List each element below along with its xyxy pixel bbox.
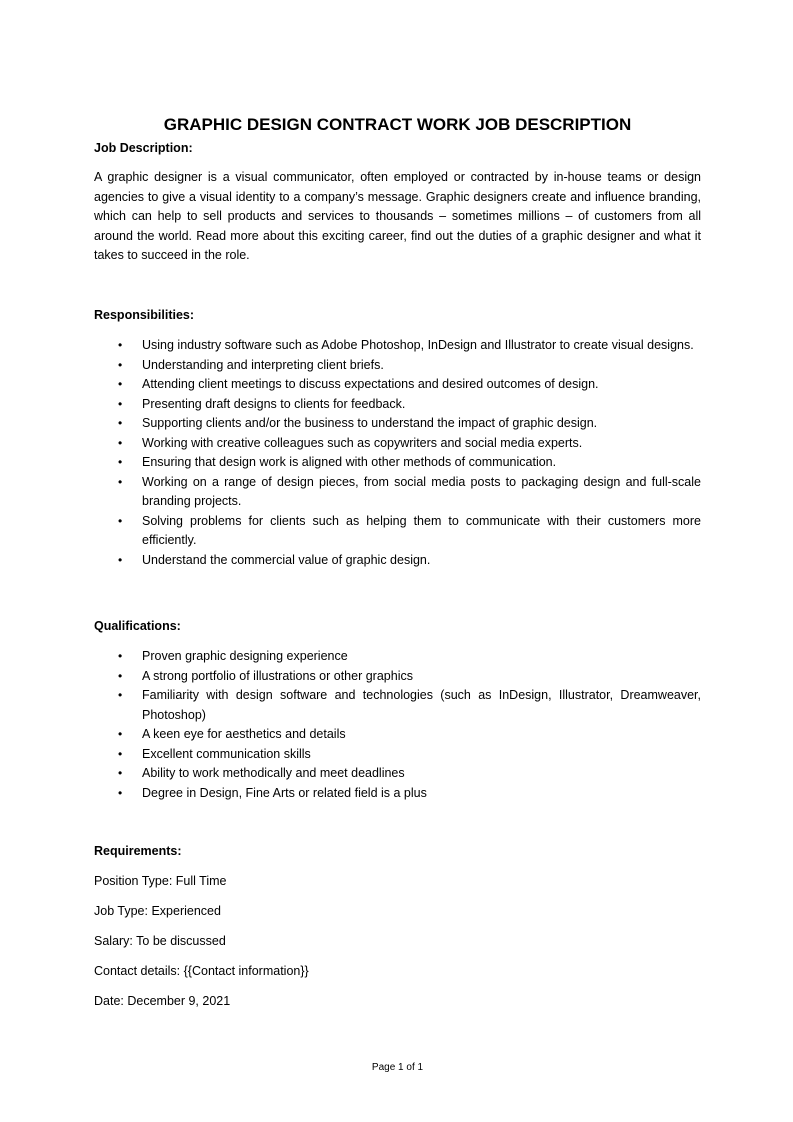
bullet-icon: •: [118, 727, 123, 741]
bullet-icon: •: [118, 377, 123, 391]
bullet-icon: •: [118, 688, 123, 702]
qualifications-list: [94, 647, 701, 803]
responsibilities-list: [94, 336, 701, 570]
bullet-icon: •: [118, 435, 123, 450]
list-item: • A keen eye for aesthetics and details: [94, 725, 701, 745]
position-type: Position Type: Full Time: [94, 874, 227, 888]
list-item: • Proven graphic designing experience: [94, 647, 701, 667]
list-item: • Ability to work methodically and meet deadlines: [94, 764, 701, 784]
bullet-icon: •: [118, 785, 123, 800]
list-item: • Understanding and interpreting client briefs.: [94, 356, 701, 376]
responsibilities-heading: Responsibilities:: [94, 308, 195, 322]
bullet-icon: •: [118, 668, 123, 683]
list-item: • Presenting draft designs to clients for feedback.: [94, 395, 701, 415]
qualifications-heading: Qualifications:: [94, 619, 181, 633]
list-item: • Attending client meetings to discuss expectations and desired outcomes of design.: [94, 375, 701, 395]
job-type: Job Type: Experienced: [94, 904, 221, 918]
list-item: • Familiarity with design software and technologies (such as InDesign, Illustrator, Dreamweaver, Photoshop): [118, 688, 701, 722]
bullet-icon: •: [118, 746, 123, 761]
bullet-icon: •: [118, 357, 123, 372]
list-item: • Degree in Design, Fine Arts or related field is a plus: [94, 784, 701, 804]
bullet-icon: •: [118, 396, 123, 411]
bullet-icon: •: [118, 474, 123, 489]
list-item: • Using industry software such as Adobe Photoshop, InDesign and Illustrator to create visual designs.: [94, 336, 701, 356]
job-description-heading: Job Description:: [94, 141, 193, 155]
bullet-icon: •: [118, 649, 123, 663]
list-item: • Working with creative colleagues such as copywriters and social media experts.: [94, 434, 701, 454]
contact-details: Contact details: {{Contact information}}: [94, 964, 309, 978]
salary: Salary: To be discussed: [94, 934, 226, 948]
bullet-icon: •: [118, 416, 123, 430]
requirements-heading: Requirements:: [94, 844, 182, 858]
list-item: • Supporting clients and/or the business to understand the impact of graphic design.: [94, 414, 701, 434]
list-item: • Solving problems for clients such as helping them to communicate with their customers more efficiently.: [118, 513, 701, 547]
document-date: Date: December 9, 2021: [94, 994, 231, 1008]
job-description-text: A graphic designer is a visual communicator, often employed or contracted by in-house teams or design agencies to give a visual identity to a company’s message. Graphic designers create and influence branding, which can help to sell products and services to thousands – sometimes millions – of customers from all around the world. Read more about this exciting career, find out the duties of a graphic designer and what it takes to succeed in the role.: [94, 170, 701, 262]
list-item: • Ensuring that design work is aligned with other methods of communication.: [94, 453, 701, 473]
page-footer: Page 1 of 1: [371, 1062, 424, 1073]
document-title: GRAPHIC DESIGN CONTRACT WORK JOB DESCRIPTION: [163, 115, 632, 134]
list-item: • A strong portfolio of illustrations or other graphics: [94, 667, 701, 687]
list-item: • Working on a range of design pieces, from social media posts to packaging design and full-scale branding projects.: [118, 474, 701, 508]
bullet-icon: •: [118, 338, 123, 352]
bullet-icon: •: [118, 513, 123, 528]
list-item: • Understand the commercial value of graphic design.: [94, 551, 701, 571]
bullet-icon: •: [118, 552, 123, 567]
bullet-icon: •: [118, 766, 123, 780]
bullet-icon: •: [118, 455, 123, 469]
document-page: [94, 0, 701, 1122]
list-item: • Excellent communication skills: [94, 745, 701, 765]
